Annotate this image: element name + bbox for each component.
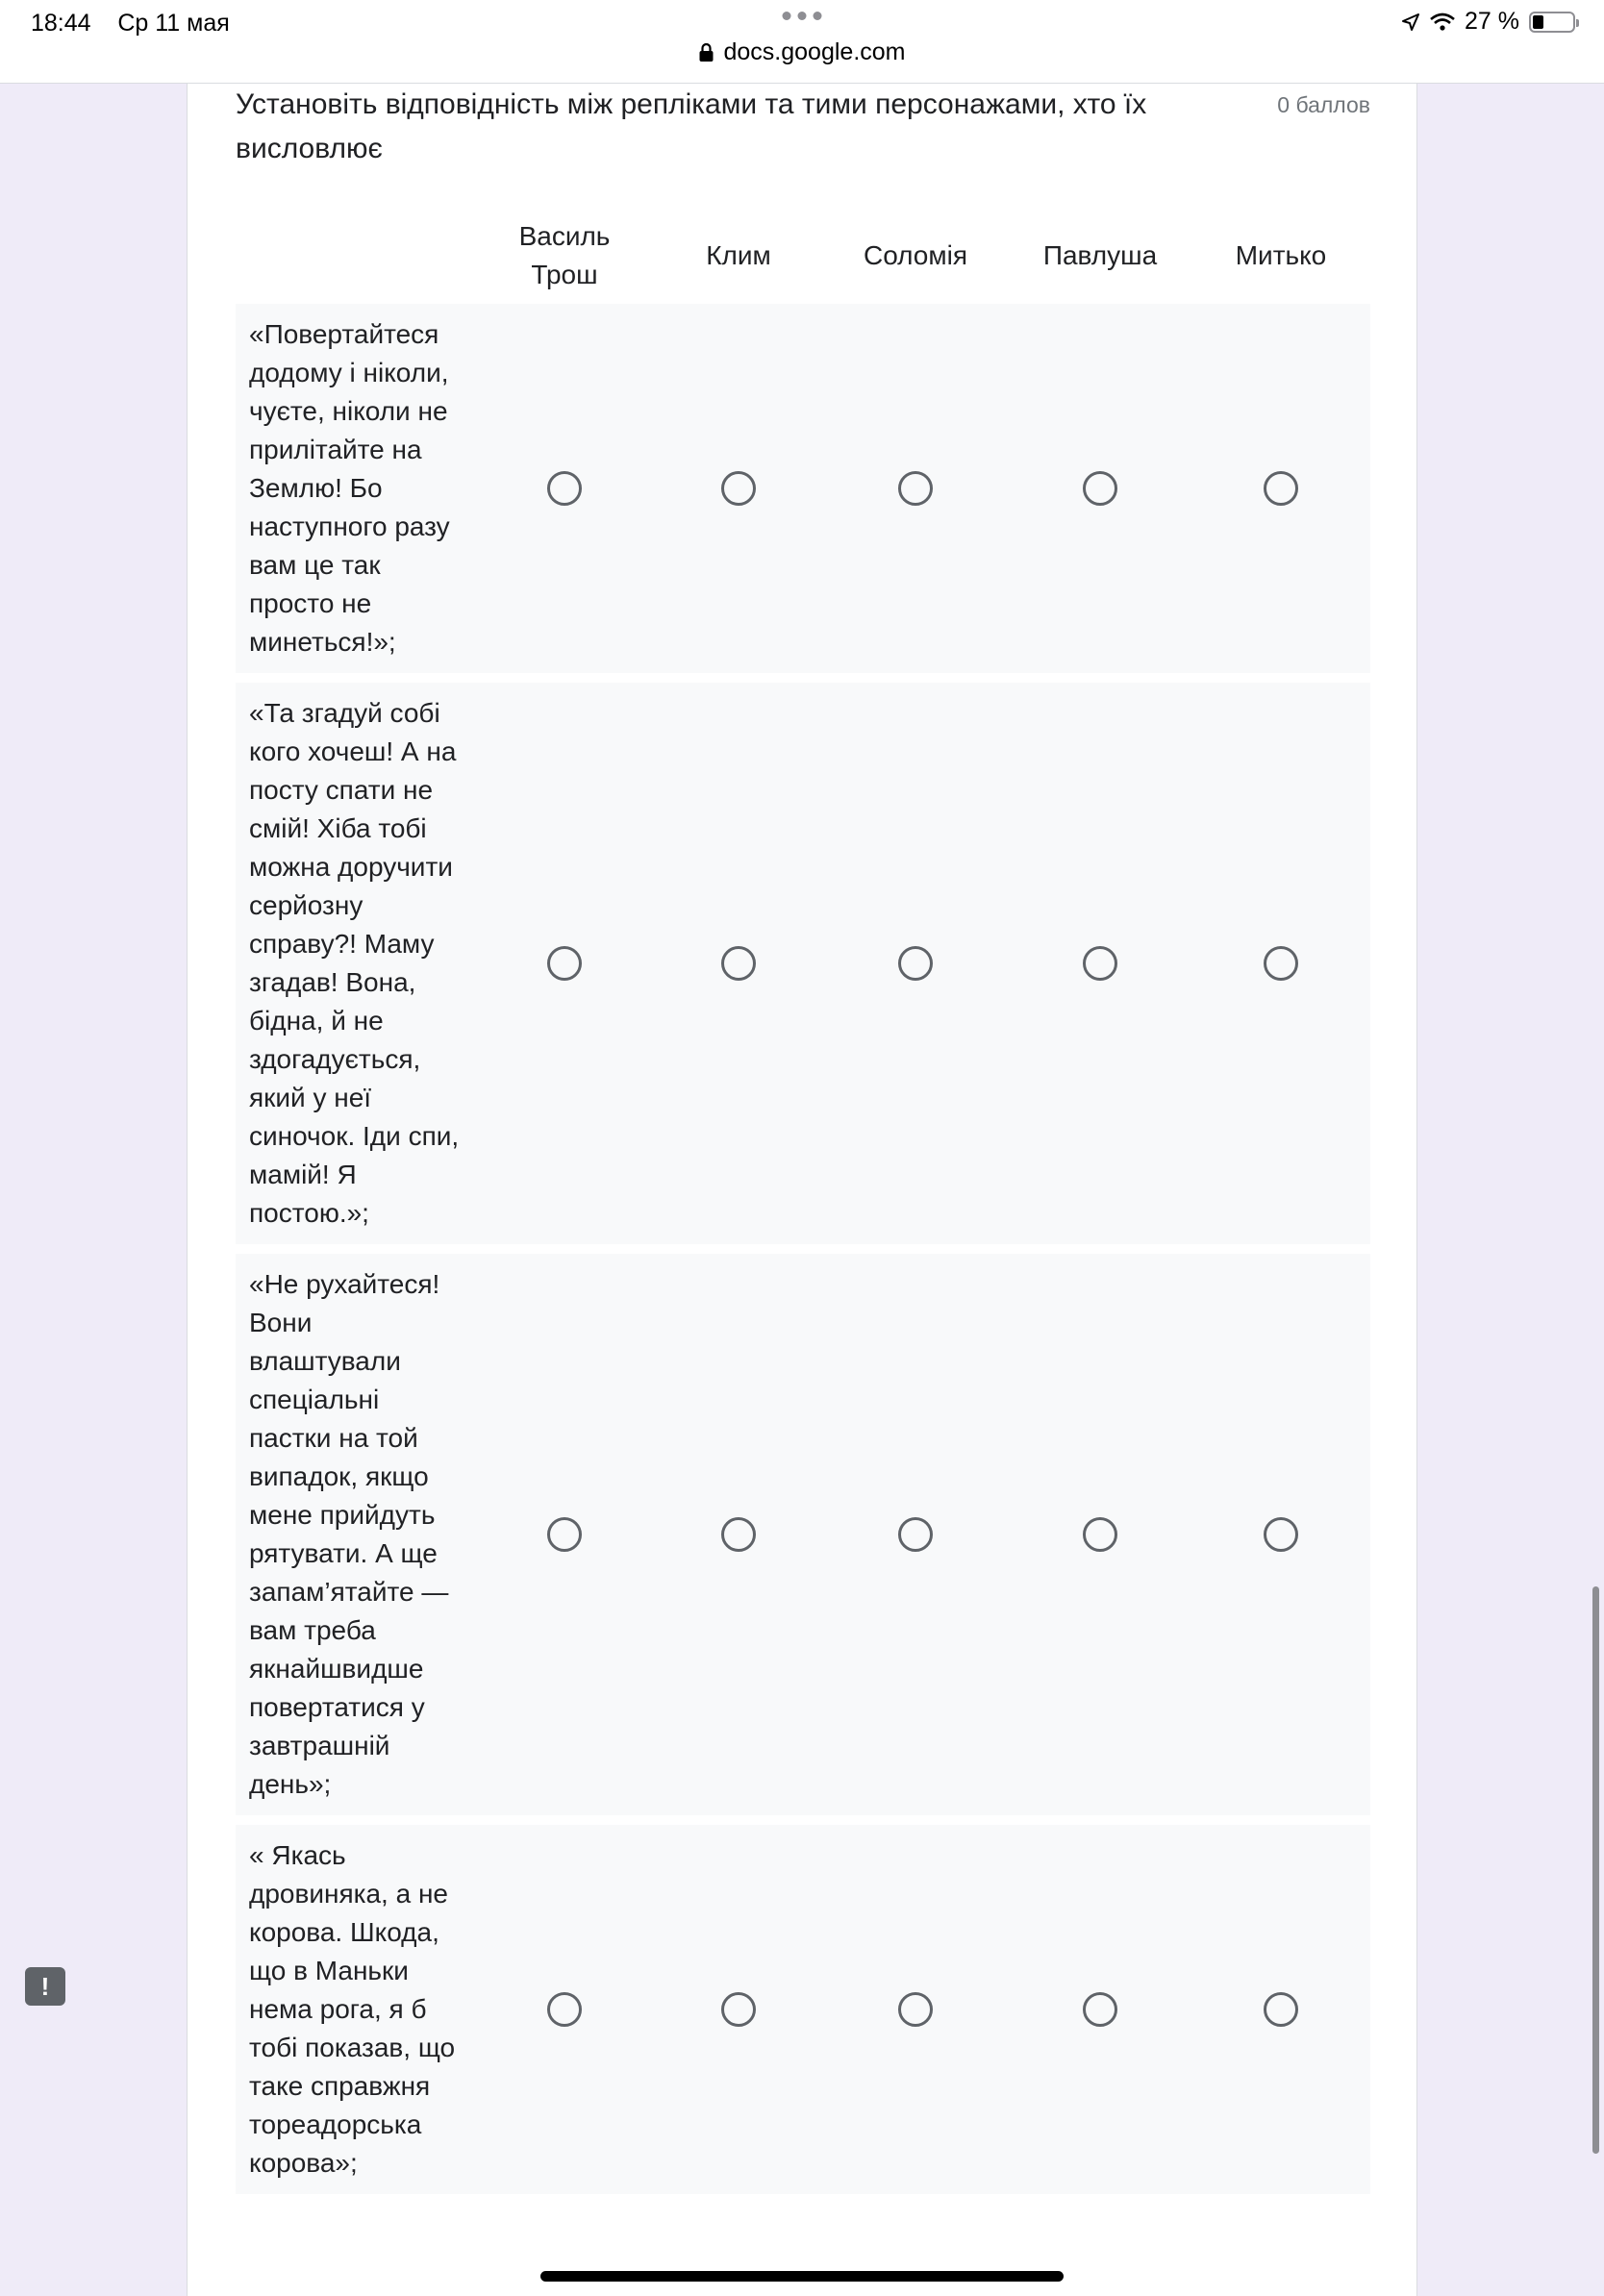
- choice-grid: [236, 208, 1370, 2204]
- radio-button[interactable]: [1083, 471, 1117, 506]
- radio-cell: [877, 1254, 954, 1815]
- radio-cell: [700, 1825, 777, 2194]
- radio-button[interactable]: [1264, 1992, 1298, 2027]
- radio-button[interactable]: [547, 471, 582, 506]
- radio-cell: [877, 683, 954, 1244]
- radio-cell: [526, 1825, 603, 2194]
- status-bar: [0, 0, 1604, 84]
- tab-dots[interactable]: [783, 12, 822, 20]
- radio-cell: [526, 304, 603, 673]
- radio-button[interactable]: [1264, 946, 1298, 981]
- home-indicator[interactable]: [540, 2271, 1064, 2282]
- lock-icon: [698, 43, 714, 62]
- column-header: Соломія: [863, 240, 968, 270]
- radio-button[interactable]: [721, 1517, 756, 1552]
- radio-cell: [526, 1254, 603, 1815]
- radio-cell: [877, 1825, 954, 2194]
- radio-button[interactable]: [898, 471, 933, 506]
- feedback-icon[interactable]: !: [25, 1967, 65, 2006]
- radio-cell: [1062, 1825, 1139, 2194]
- radio-button[interactable]: [547, 1517, 582, 1552]
- grid-row: [236, 683, 1370, 1244]
- column-header: Митько: [1235, 240, 1327, 270]
- grid-row: [236, 304, 1370, 673]
- battery-icon: [1529, 12, 1575, 33]
- radio-button[interactable]: [898, 1517, 933, 1552]
- radio-button[interactable]: [898, 946, 933, 981]
- column-header: Клим: [706, 240, 771, 270]
- radio-cell: [526, 683, 603, 1244]
- radio-button[interactable]: [1264, 471, 1298, 506]
- wifi-icon: [1430, 12, 1455, 32]
- radio-cell: [1242, 304, 1319, 673]
- url-text: docs.google.com: [723, 38, 906, 65]
- battery-percent: 27 %: [1465, 8, 1519, 35]
- radio-cell: [1242, 683, 1319, 1244]
- radio-cell: [700, 304, 777, 673]
- status-date: Ср 11 мая: [117, 10, 230, 37]
- radio-cell: [700, 683, 777, 1244]
- radio-button[interactable]: [721, 1992, 756, 2027]
- grid-header: [236, 208, 1370, 304]
- column-header: Павлуша: [1042, 240, 1158, 270]
- location-arrow-icon: [1401, 12, 1420, 32]
- radio-cell: [877, 304, 954, 673]
- row-label: «Не рухайтеся! Вони влаштували спеціальні пастки на той випадок, якщо мене прийдуть рятувати. А ще запам’ятайте — вам треба якнайшвидше повертатися у завтрашній день»;: [249, 1269, 449, 1799]
- radio-button[interactable]: [898, 1992, 933, 2027]
- grid-rows: [236, 304, 1370, 2194]
- radio-button[interactable]: [1083, 1992, 1117, 2027]
- row-label: « Якась дровиняка, а не корова. Шкода, що в Маньки нема рога, я б тобі показав, що таке справжня тореадорська корова»;: [249, 1840, 456, 2178]
- radio-button[interactable]: [721, 946, 756, 981]
- row-label: «Та згадуй собі кого хочеш! А на посту спати не смій! Хіба тобі можна доручити серйозну справу?! Маму згадав! Вона, бідна, й не здогадується, який у неї синочок. Іди спи, мамій! Я постою.»;: [249, 698, 460, 1228]
- radio-cell: [1062, 1254, 1139, 1815]
- scrollbar[interactable]: [1592, 1586, 1599, 2154]
- grid-row: [236, 1825, 1370, 2194]
- address-bar[interactable]: [698, 38, 905, 66]
- radio-button[interactable]: [721, 471, 756, 506]
- radio-cell: [1062, 683, 1139, 1244]
- question-title: Установіть відповідність між репліками та тими персонажами, хто їх висловлює: [236, 88, 1147, 164]
- radio-cell: [1242, 1825, 1319, 2194]
- status-time-date: [31, 10, 230, 37]
- radio-cell: [700, 1254, 777, 1815]
- radio-button[interactable]: [547, 946, 582, 981]
- grid-row: [236, 1254, 1370, 1815]
- column-header: Василь Трош: [518, 221, 611, 289]
- row-label: «Повертайтеся додому і ніколи, чуєте, ніколи не прилітайте на Землю! Бо наступного разу вам це так просто не минеться!»;: [249, 319, 450, 657]
- radio-cell: [1242, 1254, 1319, 1815]
- status-indicators: [1401, 8, 1575, 36]
- question-points: 0 баллов: [1277, 92, 1370, 117]
- radio-button[interactable]: [1264, 1517, 1298, 1552]
- radio-button[interactable]: [547, 1992, 582, 2027]
- radio-cell: [1062, 304, 1139, 673]
- question-card: [187, 83, 1417, 2296]
- radio-button[interactable]: [1083, 946, 1117, 981]
- status-time: 18:44: [31, 10, 91, 37]
- radio-button[interactable]: [1083, 1517, 1117, 1552]
